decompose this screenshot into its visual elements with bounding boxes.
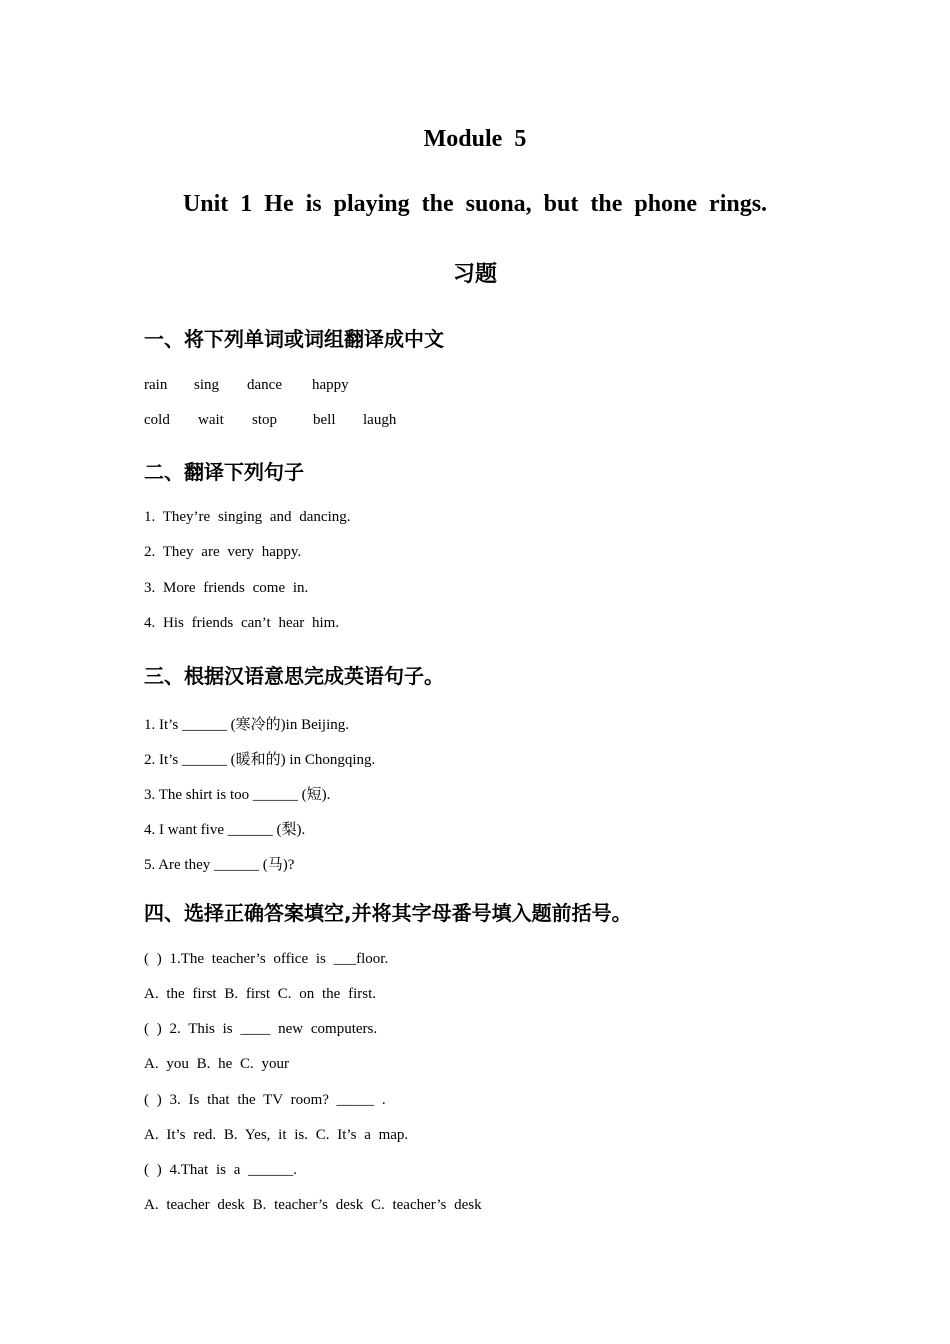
vocab-word: bell xyxy=(313,412,336,428)
choice-options: A. the first B. first C. on the first. xyxy=(144,986,376,1002)
vocab-word: dance xyxy=(247,377,282,393)
vocab-word: cold xyxy=(144,412,170,428)
fill-blank-item: 1. It’s ______ (寒冷的)in Beijing. xyxy=(144,717,349,733)
section-1-heading: 一、将下列单词或词组翻译成中文 xyxy=(144,327,444,351)
section-4-heading: 四、选择正确答案填空,并将其字母番号填入题前括号。 xyxy=(144,901,632,925)
choice-question: ( ) 1.The teacher’s office is ___floor. xyxy=(144,951,389,967)
vocab-word: happy xyxy=(312,377,349,393)
section-3-heading: 三、根据汉语意思完成英语句子。 xyxy=(144,664,444,688)
vocab-row-2 xyxy=(144,412,396,429)
vocab-word: sing xyxy=(194,377,220,393)
exercise-subtitle: 习题 xyxy=(452,262,497,287)
vocab-word: stop xyxy=(252,412,278,428)
sentence-item: 2. They are very happy. xyxy=(144,544,302,560)
module-title: Module 5 xyxy=(423,126,527,152)
vocab-word: laugh xyxy=(363,412,397,428)
section-2-heading: 二、翻译下列句子 xyxy=(144,460,304,484)
fill-blank-item: 5. Are they ______ (马)? xyxy=(144,857,295,873)
sentence-item: 3. More friends come in. xyxy=(144,580,309,596)
choice-question: ( ) 3. Is that the TV room? _____ . xyxy=(144,1092,386,1108)
fill-blank-item: 4. I want five ______ (梨). xyxy=(144,822,306,838)
vocab-row-1 xyxy=(144,377,349,394)
sentence-item: 1. They’re singing and dancing. xyxy=(144,509,351,525)
choice-options: A. teacher desk B. teacher’s desk C. teacher’s desk xyxy=(144,1197,482,1213)
choice-question: ( ) 4.That is a ______. xyxy=(144,1162,297,1178)
sentence-item: 4. His friends can’t hear him. xyxy=(144,615,340,631)
unit-title: Unit 1 He is playing the suona, but the phone rings. xyxy=(182,191,768,217)
fill-blank-item: 3. The shirt is too ______ (短). xyxy=(144,787,331,803)
choice-options: A. you B. he C. your xyxy=(144,1056,289,1072)
choice-options: A. It’s red. B. Yes, it is. C. It’s a map. xyxy=(144,1127,409,1143)
vocab-word: rain xyxy=(144,377,168,393)
vocab-word: wait xyxy=(198,412,224,428)
fill-blank-item: 2. It’s ______ (暖和的) in Chongqing. xyxy=(144,752,376,768)
choice-question: ( ) 2. This is ____ new computers. xyxy=(144,1021,378,1037)
